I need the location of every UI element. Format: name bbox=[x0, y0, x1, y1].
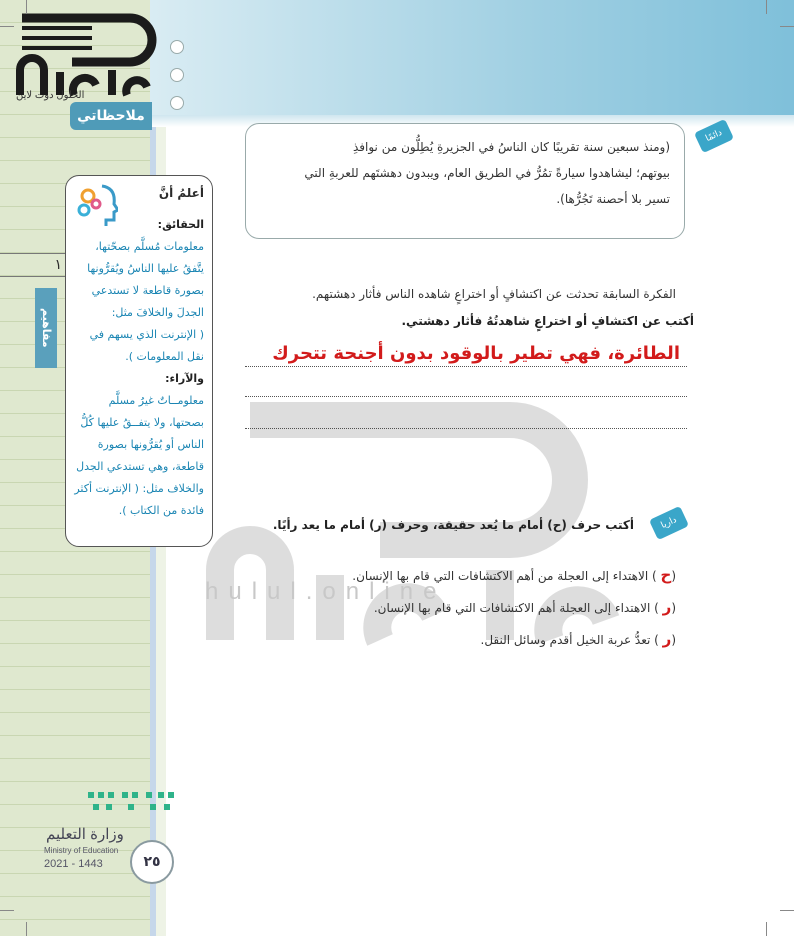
answer-mark[interactable]: ر bbox=[662, 598, 672, 616]
section-tag: دائمًا bbox=[694, 119, 734, 153]
answer-mark[interactable]: ر bbox=[662, 630, 672, 648]
quote-box bbox=[245, 123, 685, 239]
answer-item: (ر ) الاهتداء إلى العجلة أهم الاكتشافات التي قام بها الإنسان. bbox=[373, 598, 676, 616]
facts-heading: الحقائق: bbox=[157, 218, 204, 231]
opinions-text: معلومــاتٌ غيرُ مسلَّم بصحتها، ولا يتفــقُ عليها كُلُّ الناس أو يُقرُّونها بصورة قاطعة، وهي تستدعي الجدل والخلاف مثل: ( الإنترنت أكثر فائدة من الكتاب ). bbox=[74, 394, 204, 517]
facts-text: معلومات مُسلَّم بصحّتها، يتَّفقُ عليها الناسُ ويُقرُّونها بصورة قاطعة لا تستدعي الجدلَ والخلافَ مثل: bbox=[87, 240, 204, 319]
header-band bbox=[150, 0, 794, 115]
facts-example: ( الإنترنت الذي يسهم في نقل المعلومات ). bbox=[89, 328, 204, 363]
answer-item: (ح ) الاهتداء إلى العجلة من أهم الاكتشافات التي قام بها الإنسان. bbox=[352, 566, 676, 584]
answer-item: (ر ) تعدُّ عربة الخيل أقدم وسائل النقل. bbox=[480, 630, 676, 648]
opinions-heading: والآراء: bbox=[165, 372, 204, 385]
page-number: ٢٥ bbox=[130, 840, 174, 884]
watermark-text: hulul.online bbox=[205, 578, 447, 605]
ministry-name-en: Ministry of Education bbox=[44, 846, 119, 855]
binder-holes bbox=[170, 40, 184, 124]
ministry-name-ar: وزارة التعليم bbox=[46, 826, 124, 843]
section-number: ١ bbox=[0, 253, 68, 277]
answer-line[interactable] bbox=[245, 396, 687, 397]
logo-subtitle: الحلول دوت لاين bbox=[16, 90, 85, 101]
item-text: الاهتداء إلى العجلة من أهم الاكتشافات التي قام بها الإنسان. bbox=[352, 569, 649, 583]
idea-paragraph: الفكرة السابقة تحدثت عن اكتشافٍ أو اختراعٍ شاهده الناس فأثار دهشتهم. bbox=[312, 287, 676, 301]
answer-line[interactable] bbox=[245, 366, 687, 367]
concepts-tab: مفاهيم bbox=[35, 288, 57, 368]
answer-mark[interactable]: ح bbox=[660, 566, 672, 584]
section-tag: داريا bbox=[649, 506, 689, 540]
written-answer[interactable]: الطائرة، فهي تطير بالوقود بدون أجنحة تتحرك bbox=[272, 343, 680, 364]
know-title: أعلمُ أنَّ bbox=[158, 186, 204, 200]
quote-line: تسير بلا أحصنة تَجُرُّها). bbox=[556, 192, 670, 206]
item-text: الاهتداء إلى العجلة أهم الاكتشافات التي قام بها الإنسان. bbox=[373, 601, 651, 615]
head-gears-icon bbox=[74, 182, 118, 226]
quote-line: (ومنذ سبعين سنة تقريبًا كان الناسُ في الجزيرةِ يُطِلُّون من نوافذِ bbox=[352, 140, 670, 154]
edition-year: 2021 - 1443 bbox=[44, 858, 103, 870]
fact-opinion-instruction: أكتب حرف (ح) أمام ما يُعد حقيقة، وحرف (ر) أمام ما يعد رأيًا. bbox=[272, 518, 634, 532]
item-text: تعدُّ عربة الخيل أقدم وسائل النقل. bbox=[480, 633, 651, 647]
ministry-logo-icon bbox=[88, 788, 176, 818]
notes-tab: ملاحظاتي bbox=[70, 102, 152, 130]
writing-instruction: أكتب عن اكتشافٍ أو اختراعٍ شاهدتُهُ فأثار دهشتي. bbox=[401, 314, 694, 328]
quote-line: بيوتهم؛ ليشاهدوا سيارةً تمُرُّ في الطريق العام، ويبدون دهشتَهم للعربةِ التي bbox=[304, 166, 670, 180]
